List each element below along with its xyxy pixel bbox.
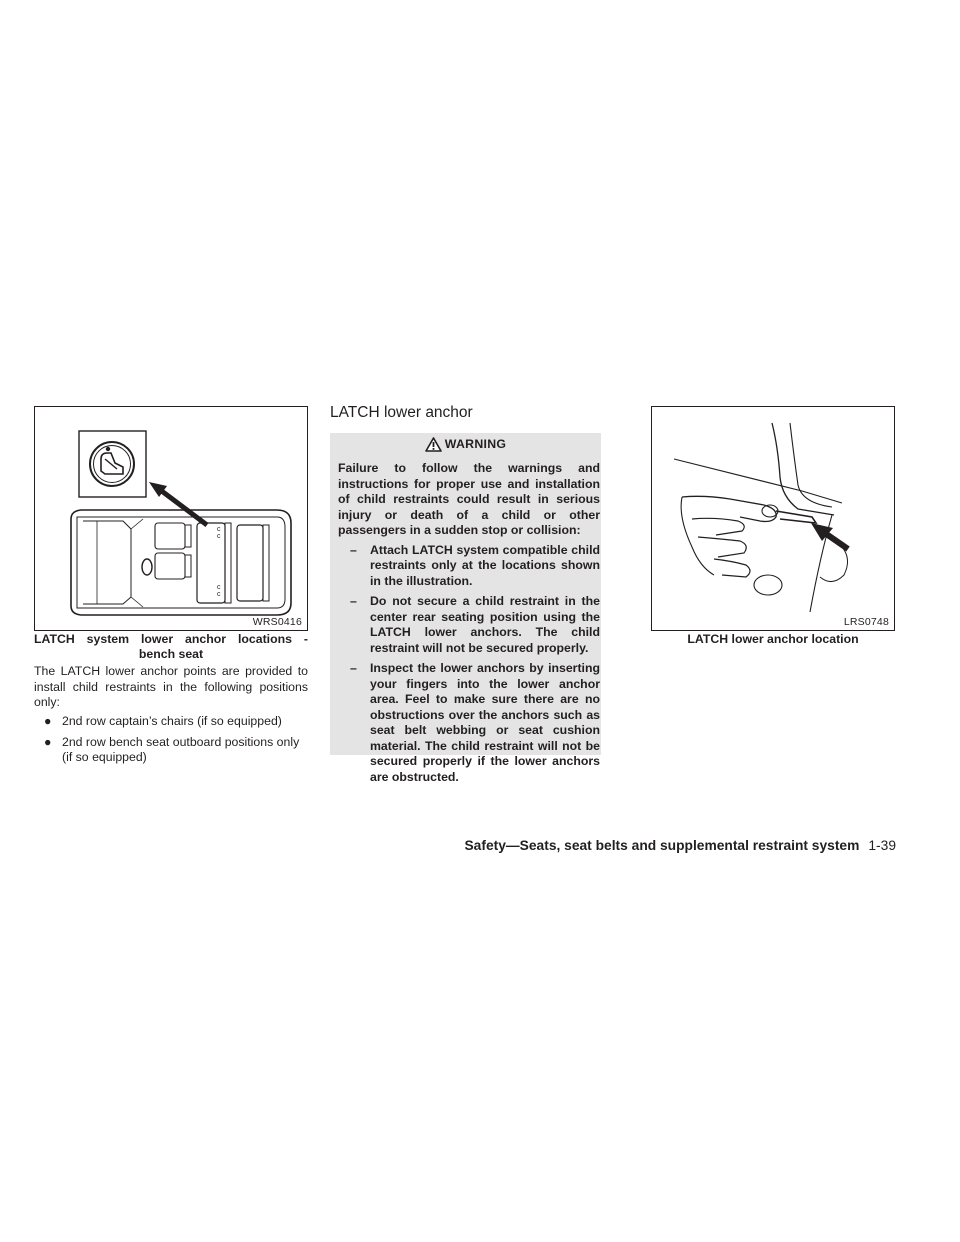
- dash-marker: –: [350, 661, 357, 675]
- warning-triangle-icon: [425, 437, 442, 452]
- intro-paragraph: The LATCH lower anchor points are provided to install child restraints in the following positions only:: [34, 664, 308, 709]
- dash-marker: –: [350, 594, 357, 608]
- bullet-dot: ●: [44, 714, 52, 728]
- warning-item-text: Attach LATCH system compatible child restraints only at the locations shown in the illustration.: [370, 542, 600, 588]
- warning-list: [338, 543, 600, 786]
- warning-item-text: Do not secure a child restraint in the center rear seating position using the LATCH lower anchors. The child restraint will not be secured properly.: [370, 594, 600, 655]
- list-item: [338, 661, 600, 785]
- caption-line-1: LATCH system lower anchor locations -: [34, 632, 308, 646]
- svg-text:c: c: [217, 584, 221, 591]
- vehicle-layout-figure: [34, 406, 308, 631]
- anchor-location-figure: [651, 406, 895, 631]
- warning-box: [330, 433, 601, 784]
- warning-title: WARNING: [444, 437, 507, 451]
- warning-header: [330, 433, 601, 455]
- hand-anchor-illustration: [652, 407, 894, 630]
- figure-code: LRS0748: [843, 616, 889, 628]
- position-list: [34, 714, 308, 771]
- caption-line-2: bench seat: [138, 647, 204, 661]
- svg-text:c: c: [217, 591, 221, 598]
- section-heading: LATCH lower anchor: [330, 404, 473, 421]
- warning-item-text: Inspect the lower anchors by inserting your fingers into the lower anchor area. Feel to make sure there are no obstructions over the anchors such as seat belt webbing or seat cushion material. The child restraint will not be secured properly if the lower anchors are obstructed.: [370, 661, 600, 784]
- dash-marker: –: [350, 542, 357, 557]
- page-number: 1-39: [868, 838, 896, 853]
- vehicle-top-view-illustration: [35, 407, 307, 630]
- list-item: [34, 735, 308, 766]
- chapter-title: Safety—Seats, seat belts and supplemental restraint system: [464, 838, 860, 853]
- svg-text:c: c: [217, 533, 221, 540]
- list-item: [34, 714, 308, 730]
- figure-caption: [34, 632, 308, 662]
- list-item: [338, 543, 600, 590]
- list-item-text: 2nd row captain’s chairs (if so equipped): [62, 714, 282, 728]
- list-item: [338, 594, 600, 656]
- bullet-dot: ●: [44, 734, 52, 749]
- list-item-text: 2nd row bench seat outboard positions only (if so equipped): [62, 734, 300, 764]
- warning-body: [338, 461, 600, 790]
- figure-code: WRS0416: [252, 616, 302, 628]
- warning-intro: Failure to follow the warnings and instructions for proper use and installation of child restraints could result in serious injury or death of a child or other passengers in a sudden stop or collision:: [338, 461, 600, 537]
- svg-text:c: c: [217, 526, 221, 533]
- page-footer: [464, 838, 896, 853]
- figure-caption: LATCH lower anchor location: [687, 632, 859, 646]
